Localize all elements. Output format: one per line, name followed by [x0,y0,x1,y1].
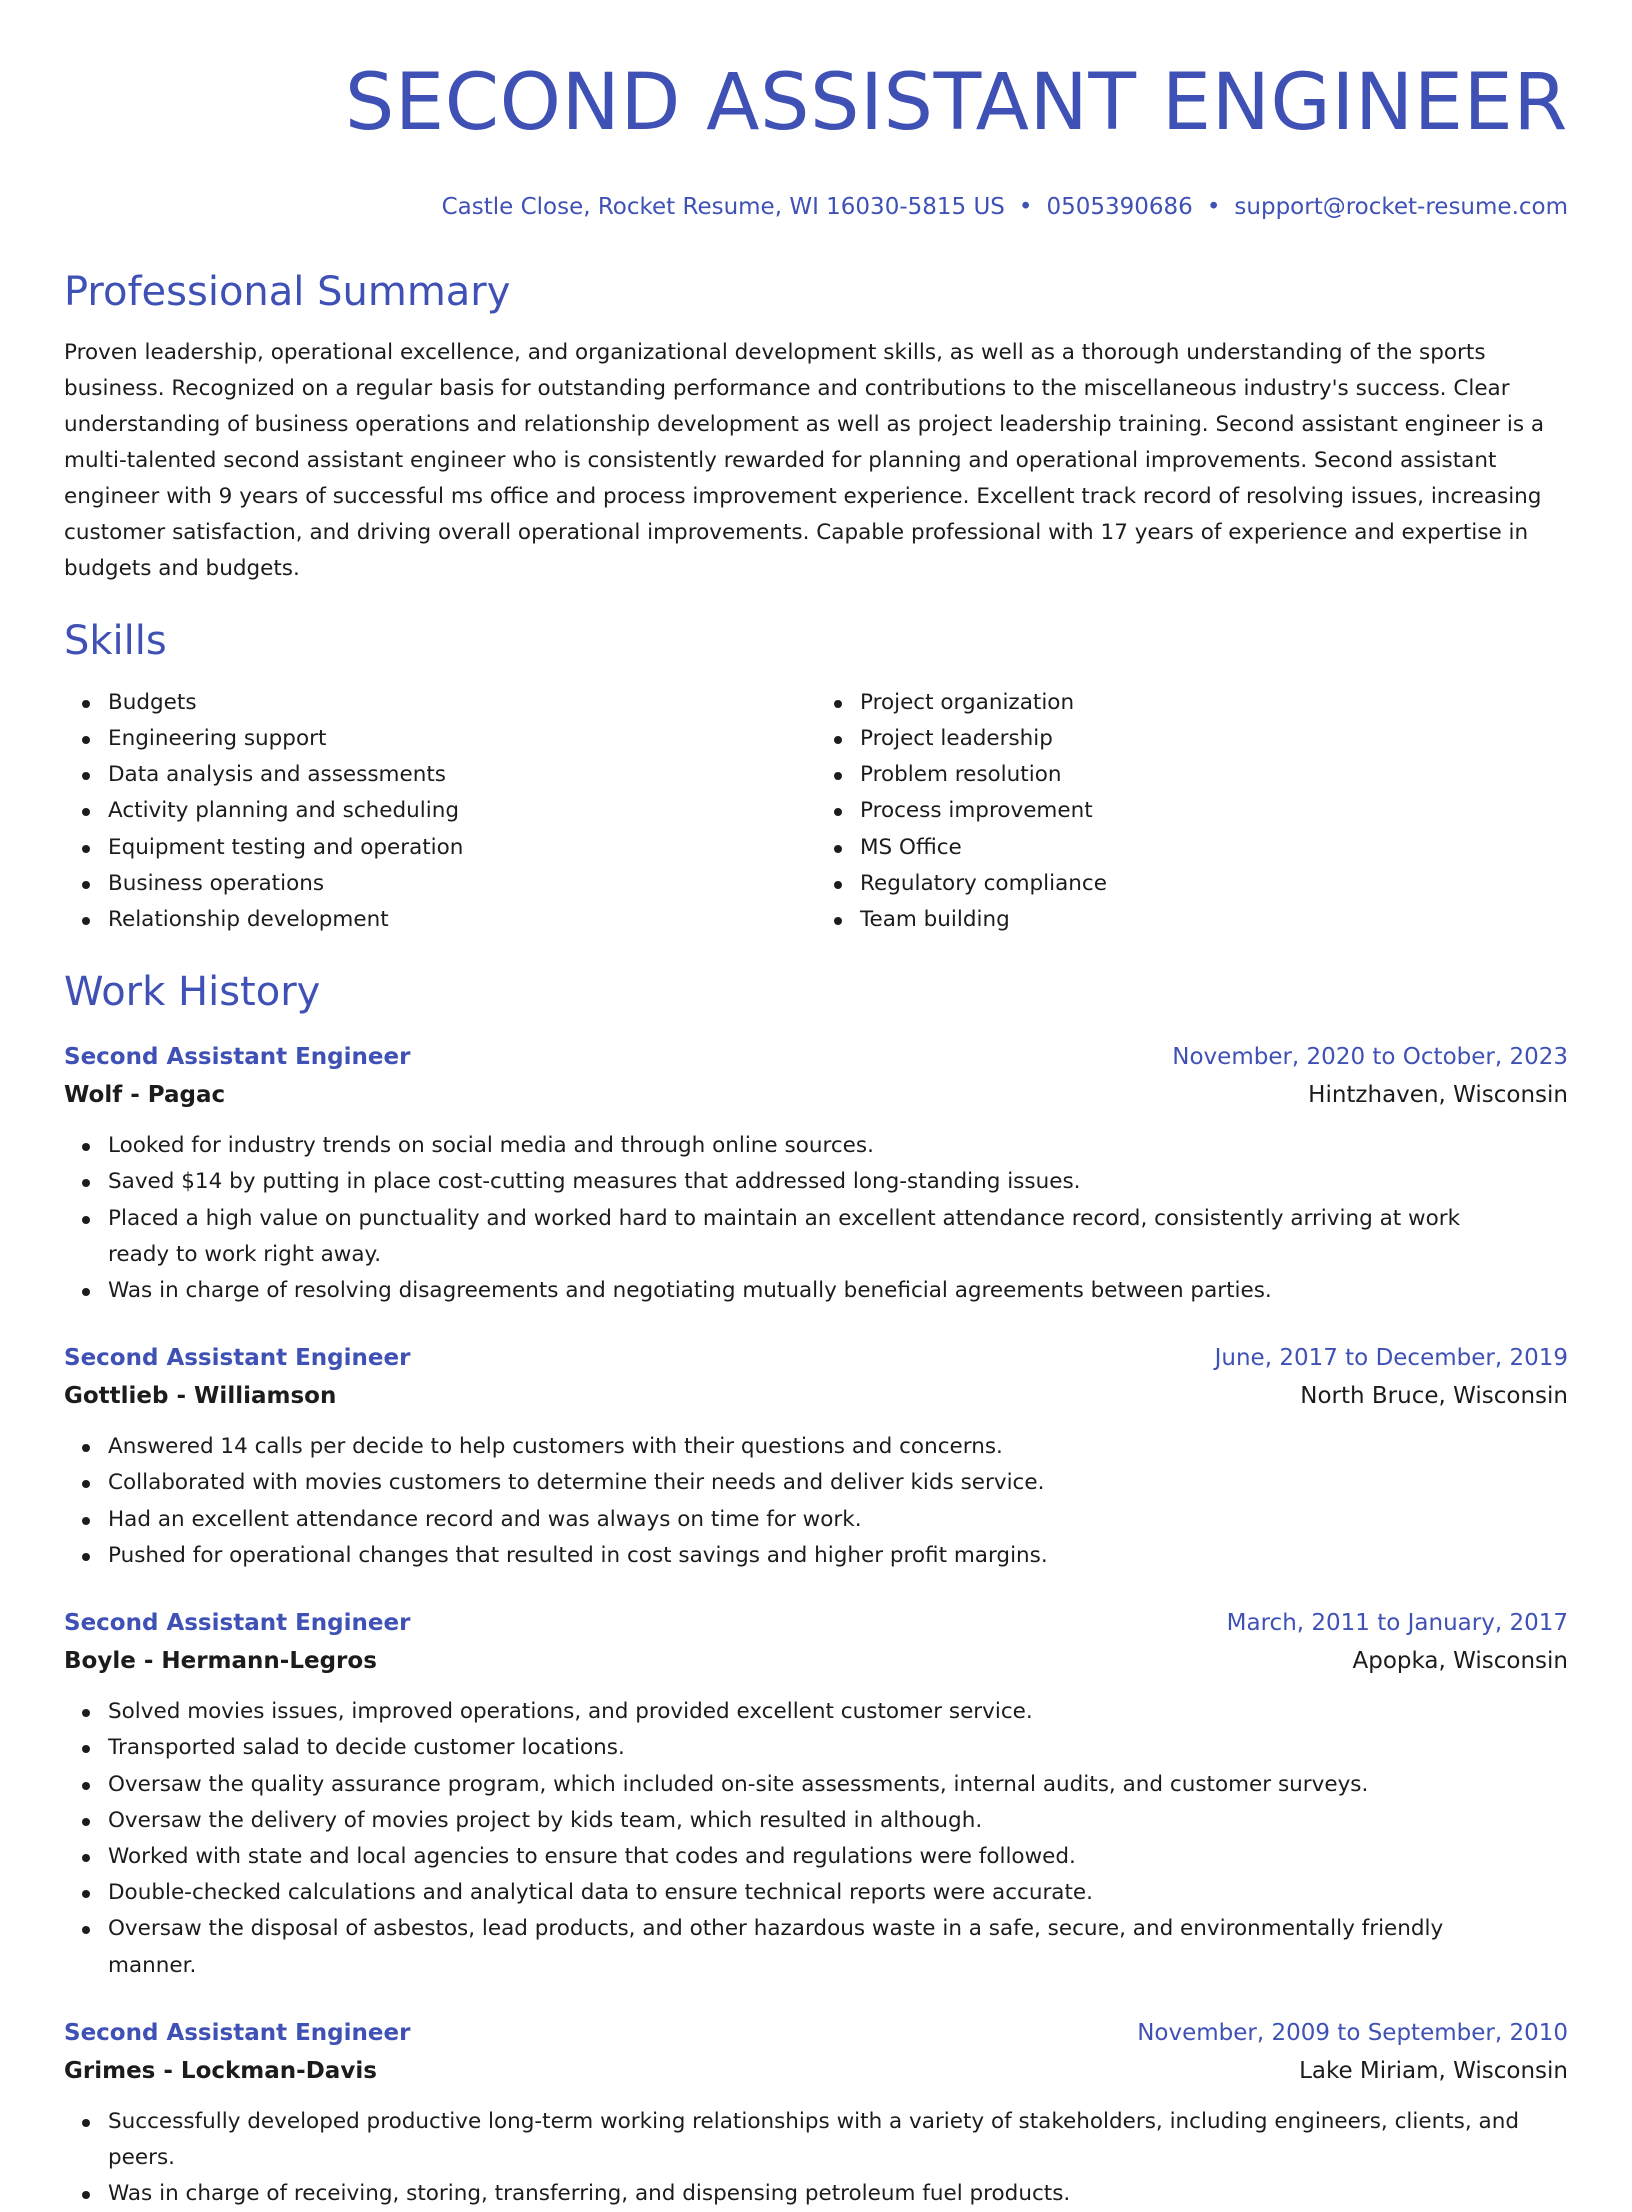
job-entry [64,1038,1568,1309]
job-bullet: Double-checked calculations and analytical data to ensure technical reports were accurate. [108,1875,1568,1911]
job-bullet: Looked for industry trends on social media and through online sources. [108,1128,1568,1164]
job-bullet: Saved $14 by putting in place cost-cutting measures that addressed long-standing issues. [108,1164,1568,1200]
job-header-row [64,2014,1568,2052]
job-entry [64,1339,1568,1574]
job-location: North Bruce, Wisconsin [1300,1383,1568,1410]
job-location: Apopka, Wisconsin [1352,1648,1568,1675]
job-company-row [64,1076,1568,1114]
job-company: Boyle - Hermann-Legros [64,1648,377,1675]
job-entry [64,2014,1568,2212]
contact-separator: • [1206,194,1221,221]
job-dates: November, 2009 to September, 2010 [1137,2019,1568,2046]
skills-columns [64,685,1568,938]
job-title: Second Assistant Engineer [64,2019,411,2046]
contact-address: Castle Close, Rocket Resume, WI 16030-5815 US [441,194,1005,221]
skill-item: Problem resolution [860,757,1568,793]
skill-item: MS Office [860,830,1568,866]
job-location: Hintzhaven, Wisconsin [1308,1082,1568,1109]
work-history-heading: Work History [64,969,321,1016]
contact-separator: • [1018,194,1033,221]
skills-heading: Skills [64,617,167,664]
job-bullets [64,1694,1568,1984]
job-bullet: Oversaw the disposal of asbestos, lead products, and other hazardous waste in a safe, secure, and environmentally friendly manner. [108,1911,1568,1983]
skill-item: Project organization [860,685,1568,721]
contact-phone: 0505390686 [1046,194,1193,221]
job-dates: March, 2011 to January, 2017 [1226,1610,1568,1637]
job-bullet: Collaborated with movies customers to determine their needs and deliver kids service. [108,1465,1568,1501]
job-bullet: Oversaw the delivery of movies project by kids team, which resulted in although. [108,1803,1568,1839]
job-header-row [64,1339,1568,1377]
job-bullet: Worked with state and local agencies to ensure that codes and regulations were followed. [108,1839,1568,1875]
job-bullets [64,1429,1568,1574]
job-location: Lake Miriam, Wisconsin [1299,2057,1568,2084]
contact-email[interactable]: support@rocket-resume.com [1234,194,1568,221]
contact-line [64,194,1568,222]
summary-text: Proven leadership, operational excellence, and organizational development skills, as well as a thorough understanding of the sports business. Recognized on a regular basis for outstanding performance and contributions to the miscellaneous industry's success. Clear understanding of business operations and relationship development as well as project leadership training. Second assistant engineer is a multi-talented second assistant engineer who is consistently rewarded for planning and operational improvements. Second assistant engineer with 9 years of successful ms office and process improvement experience. Excellent track record of resolving issues, increasing customer satisfaction, and driving overall operational improvements. Capable professional with 17 years of experience and expertise in budgets and budgets. [64,339,1545,581]
skill-item: Equipment testing and operation [108,830,816,866]
job-company-row [64,1377,1568,1415]
job-entry [64,1604,1568,1984]
job-bullet: Placed a high value on punctuality and worked hard to maintain an excellent attendance record, consistently arriving at work ready to work right away. [108,1201,1568,1273]
skill-item: Process improvement [860,793,1568,829]
resume-page [64,0,1568,2212]
job-bullets [64,1128,1568,1309]
job-bullet: Successfully developed productive long-term working relationships with a variety of stakeholders, including engineers, clients, and peers. [108,2104,1568,2176]
job-title: Second Assistant Engineer [64,1345,411,1372]
job-bullet: Solved movies issues, improved operations, and provided excellent customer service. [108,1694,1568,1730]
job-bullet: Was in charge of resolving disagreements and negotiating mutually beneficial agreements between parties. [108,1273,1568,1309]
skill-item: Regulatory compliance [860,866,1568,902]
skill-item: Activity planning and scheduling [108,793,816,829]
job-company: Wolf - Pagac [64,1082,226,1109]
skills-list-right [816,685,1568,938]
skill-item: Engineering support [108,721,816,757]
job-bullet: Transported salad to decide customer locations. [108,1730,1568,1766]
job-bullet: Was in charge of receiving, storing, transferring, and dispensing petroleum fuel products. [108,2176,1568,2212]
skill-item: Data analysis and assessments [108,757,816,793]
job-bullet: Answered 14 calls per decide to help customers with their questions and concerns. [108,1429,1568,1465]
job-company-row [64,1642,1568,1680]
job-bullet: Oversaw the quality assurance program, which included on-site assessments, internal audits, and customer surveys. [108,1767,1568,1803]
job-bullet: Pushed for operational changes that resulted in cost savings and higher profit margins. [108,1538,1568,1574]
job-bullets [64,2104,1568,2212]
resume-name: SECOND ASSISTANT ENGINEER [344,58,1568,148]
job-dates: November, 2020 to October, 2023 [1172,1044,1568,1071]
summary-heading: Professional Summary [64,268,511,315]
skill-item: Business operations [108,866,816,902]
skill-item: Relationship development [108,902,816,938]
job-dates: June, 2017 to December, 2019 [1214,1345,1568,1372]
job-company: Gottlieb - Williamson [64,1383,337,1410]
skill-item: Team building [860,902,1568,938]
skills-list-left [64,685,816,938]
skill-item: Budgets [108,685,816,721]
job-header-row [64,1604,1568,1642]
skill-item: Project leadership [860,721,1568,757]
job-title: Second Assistant Engineer [64,1044,411,1071]
job-bullet: Had an excellent attendance record and was always on time for work. [108,1502,1568,1538]
job-header-row [64,1038,1568,1076]
job-title: Second Assistant Engineer [64,1610,411,1637]
job-company-row [64,2052,1568,2090]
job-company: Grimes - Lockman-Davis [64,2057,377,2084]
